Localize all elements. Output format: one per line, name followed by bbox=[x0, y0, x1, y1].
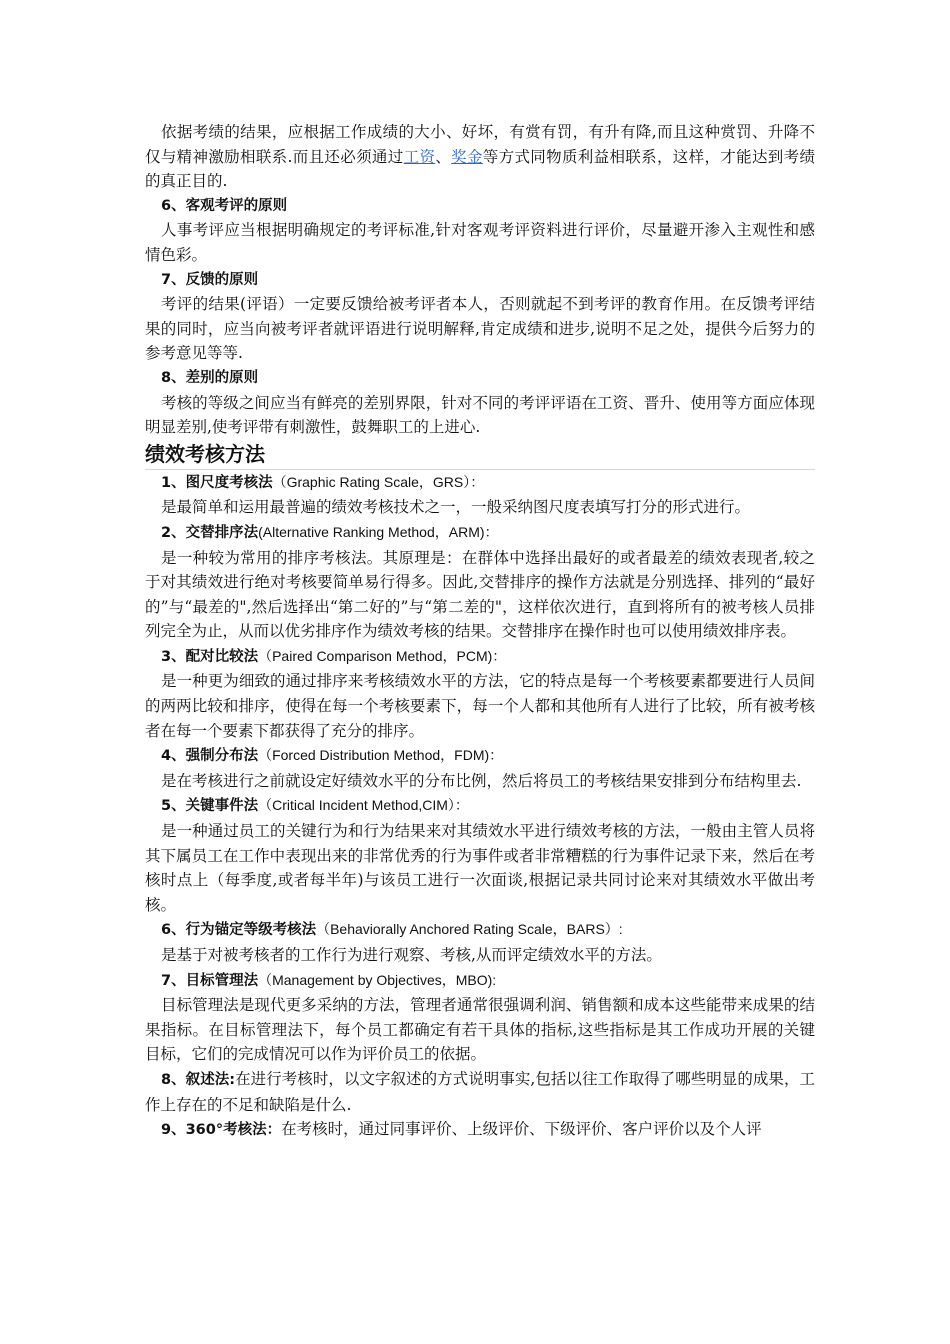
method-4-heading: 4、强制分布法（Forced Distribution Method，FDM)： bbox=[161, 747, 504, 765]
method-5-heading: 5、关键事件法（Critical Incident Method,CIM）： bbox=[161, 797, 469, 815]
method-5-body: 是一种通过员工的关键行为和行为结果来对其绩效水平进行绩效考核的方法，一般由主管人员将其下属员工在工作中表现出来的非常优秀的行为事件或者非常糟糕的行为事件记录下来，然后在考核时点上（每季度,或者每半年)与该员工进行一次面谈,根据记录共同讨论来对其绩效水平做出考核。 bbox=[145, 822, 815, 914]
method-6-heading: 6、行为锚定等级考核法（Behaviorally Anchored Rating Scale，BARS）: bbox=[161, 921, 623, 939]
intro-text-end: 等方式同物质利益相联系，这样，才能达到考绩的真正目的. bbox=[145, 147, 815, 191]
intro-text: 依据考绩的结果，应根据工作成绩的大小、好坏，有赏有罚，有升有降,而且这种赏罚、升降不仅与精神激励相联系.而且还必须通过 bbox=[145, 123, 815, 166]
paragraph-intro bbox=[145, 120, 815, 194]
document-page bbox=[145, 120, 815, 1143]
method-9-body: 在考核时，通过同事评价、上级评价、下级评价、客户评价以及个人评 bbox=[281, 1120, 762, 1139]
principle-7-heading: 7、反馈的原则 bbox=[161, 271, 259, 288]
method-2-heading: 2、交替排序法(Alternative Ranking Method，ARM)： bbox=[161, 523, 499, 541]
method-1-heading: 1、图尺度考核法（Graphic Rating Scale，GRS）： bbox=[161, 473, 485, 491]
principle-8-body: 考核的等级之间应当有鲜亮的差别界限，针对不同的考评评语在工资、晋升、使用等方面应体现明显差别,使考评带有刺激性，鼓舞职工的上进心. bbox=[145, 393, 815, 437]
section-title: 绩效考核方法 bbox=[145, 440, 815, 470]
method-4-body: 是在考核进行之前就设定好绩效水平的分布比例，然后将员工的考核结果安排到分布结构里去. bbox=[161, 771, 802, 790]
principle-7-body: 考评的结果(评语）一定要反馈给被考评者本人，否则就起不到考评的教育作用。在反馈考评结果的同时，应当向被考评者就评语进行说明解释,肯定成绩和进步,说明不足之处，提供今后努力的参考意见等等. bbox=[145, 295, 815, 363]
principle-8-heading: 8、差别的原则 bbox=[161, 369, 259, 386]
method-6-body: 是基于对被考核者的工作行为进行观察、考核,从而评定绩效水平的方法。 bbox=[161, 946, 662, 964]
method-1-body: 是最简单和运用最普遍的绩效考核技术之一，一般采纳图尺度表填写打分的形式进行。 bbox=[161, 498, 751, 517]
link-bonus[interactable]: 奖金 bbox=[451, 147, 483, 166]
method-2-body: 是一种较为常用的排序考核法。其原理是：在群体中选择出最好的或者最差的绩效表现者,较之于对其绩效进行绝对考核要简单易行得多。因此,交替排序的操作方法就是分别选择、排列的“最好的”与“最差的",然后选择出“第二好的”与“第二差的"，这样依次进行，直到将所有的被考核人员排列完全为止，从而以优劣排序作为绩效考核的结果。交替排序在操作时也可以使用绩效排序表。 bbox=[145, 548, 815, 641]
method-8-body: 在进行考核时，以文字叙述的方式说明事实,包括以往工作取得了哪些明显的成果，工作上存在的不足和缺陷是什么. bbox=[145, 1069, 816, 1114]
principle-6-heading: 6、客观考评的原则 bbox=[161, 197, 288, 214]
method-3-body: 是一种更为细致的通过排序来考核绩效水平的方法，它的特点是每一个考核要素都要进行人员间的两两比较和排序，使得在每一个考核要素下，每一个人都和其他所有人进行了比较，所有被考核者在每一个要素下都获得了充分的排序。 bbox=[145, 672, 815, 740]
method-7-heading: 7、目标管理法（Management by Objectives，MBO): bbox=[161, 971, 497, 989]
method-3-heading: 3、配对比较法（Paired Comparison Method，PCM)： bbox=[161, 647, 507, 665]
method-9-label: 9、360°考核法： bbox=[161, 1122, 282, 1139]
principle-6-body: 人事考评应当根据明确规定的考评标准,针对客观考评资料进行评价，尽量避开渗入主观性和感情色彩。 bbox=[145, 221, 815, 264]
separator: 、 bbox=[435, 147, 452, 166]
link-salary[interactable]: 工资 bbox=[403, 147, 436, 166]
method-9-paragraph bbox=[145, 1117, 815, 1143]
method-8-paragraph bbox=[145, 1067, 815, 1117]
method-7-body: 目标管理法是现代更多采纳的方法，管理者通常很强调利润、销售额和成本这些能带来成果的结果指标。在目标管理法下，每个员工都确定有若干具体的指标,这些指标是其工作成功开展的关键目标，它们的完成情况可以作为评价员工的依据。 bbox=[145, 996, 815, 1064]
method-8-label: 8、叙述法: bbox=[161, 1071, 236, 1088]
